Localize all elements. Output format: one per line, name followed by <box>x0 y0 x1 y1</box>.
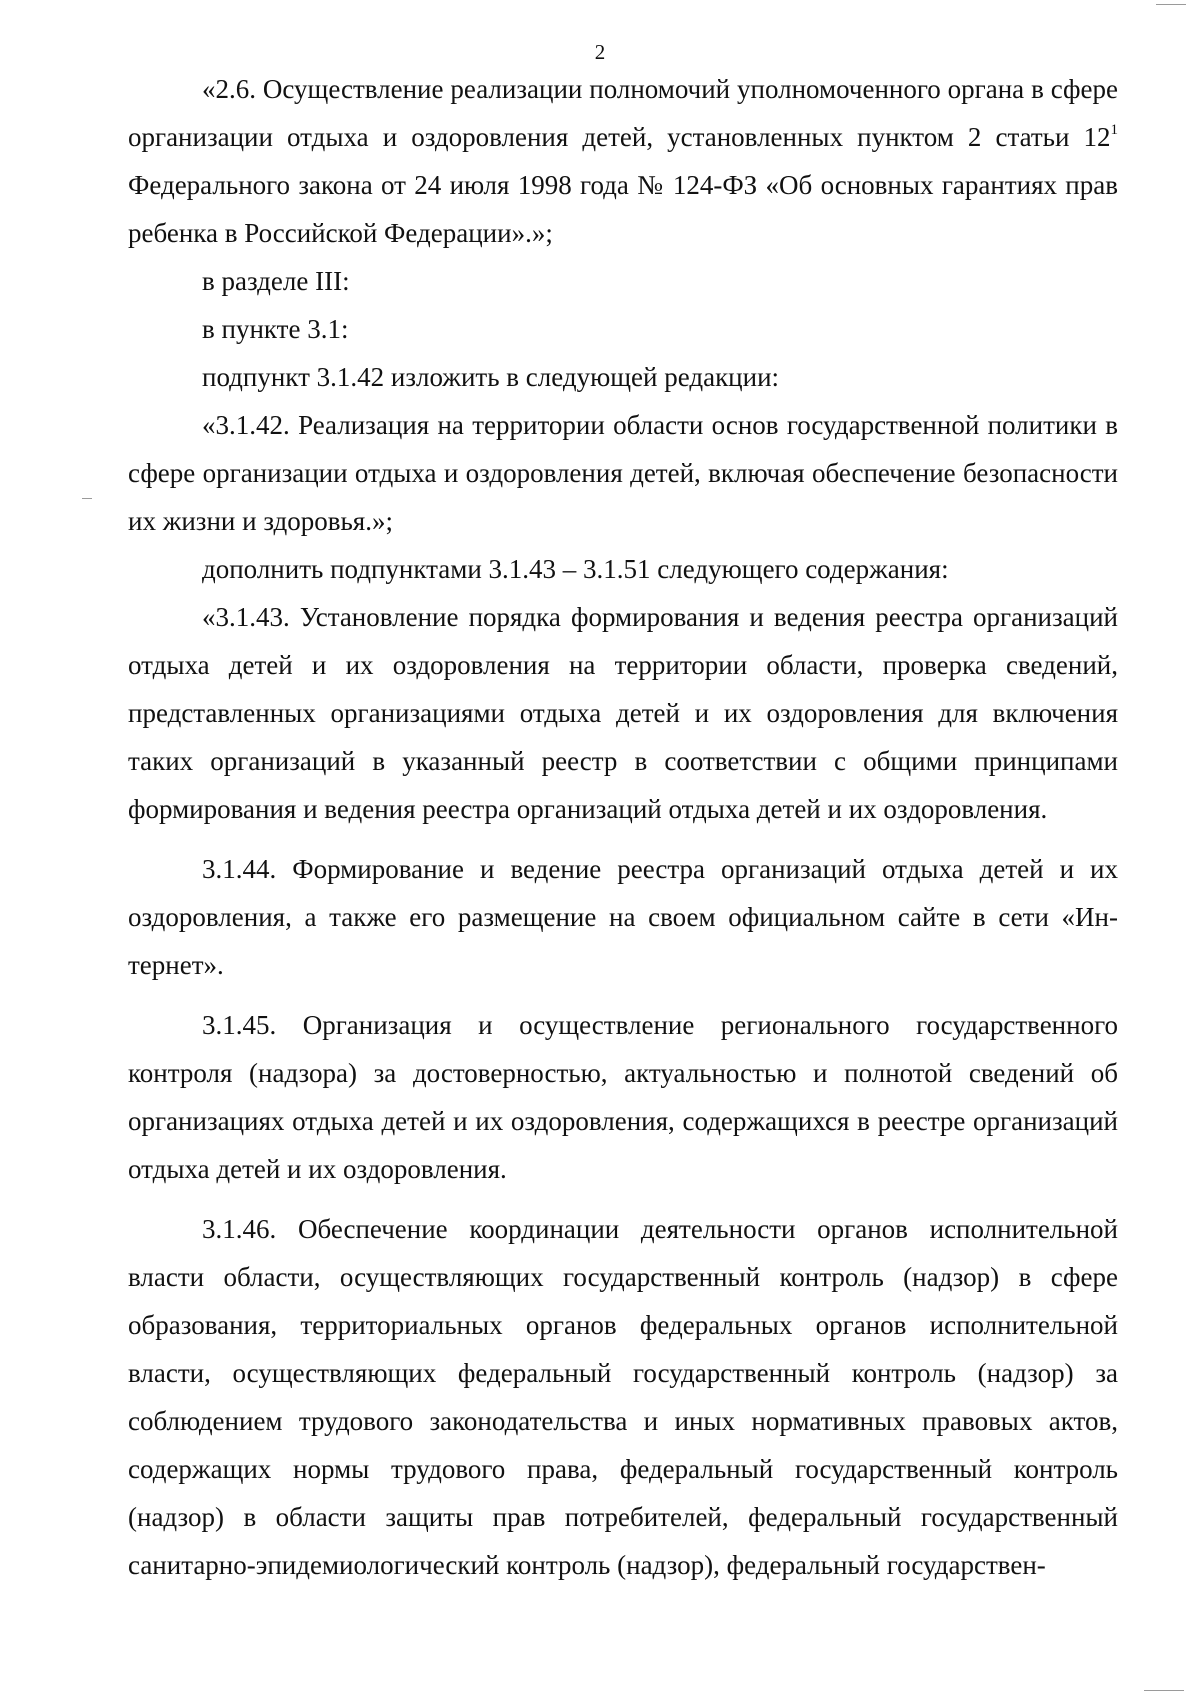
paragraph-2-6-text-start: «2.6. Осуществление реализации полномочий уполномоченного органа в сфере организации отдыха и оздоровления детей, установленных пунктом 2 статьи 12 <box>128 74 1118 152</box>
paragraph-intro-additions: дополнить подпунктами 3.1.43 – 3.1.51 следующего содержания: <box>202 554 949 584</box>
paragraph-2-6-text-end: Федерального закона от 24 июля 1998 года № 124-ФЗ «Об основных гарантиях прав ребенка в Российской Федерации».»; <box>128 170 1118 248</box>
scan-artifact-top-right <box>1156 4 1186 5</box>
paragraph-2-6 <box>128 65 1118 257</box>
paragraph-3-1-45: 3.1.45. Организация и осуществление регионального государственного контроля (надзора) за достоверностью, актуальностью и полнотой сведений об организациях отдыха детей и их оздоровления, содержащихся в реестре организаций отдыха детей и их оздоровления. <box>128 1010 1118 1184</box>
document-body <box>128 65 1118 1589</box>
paragraph-3-1-44: 3.1.44. Формирование и ведение реестра организаций отдыха детей и их оздоровления, а также его размещение на своем официальном сайте в сети «Интернет». <box>128 854 1118 980</box>
paragraph-section-3: в разделе III: <box>202 266 350 296</box>
paragraph-3-1-42: «3.1.42. Реализация на территории области основ государственной политики в сфере организации отдыха и оздоровления детей, включая обеспечение безопасности их жизни и здоровья.»; <box>128 410 1118 536</box>
paragraph-3-1-46: 3.1.46. Обеспечение координации деятельности органов исполнительной власти области, осуществляющих государственный контроль (надзор) в сфере образования, территориальных органов федеральных органов исполнительной власти, осуществляющих федеральный государственный контроль (надзор) за соблюдением трудового законодательства и иных нормативных правовых актов, содержащих нормы трудового права, федеральный государственный контроль (надзор) в области защиты прав потребителей, федеральный государственный санитарно-эпидемиологический контроль (надзор), федеральный государствен- <box>128 1214 1118 1580</box>
page-number: 2 <box>594 40 606 64</box>
paragraph-intro-3-1-42: подпункт 3.1.42 изложить в следующей редакции: <box>202 362 780 392</box>
superscript-1: 1 <box>1110 122 1118 138</box>
paragraph-point-3-1: в пункте 3.1: <box>202 314 349 344</box>
paragraph-3-1-43: «3.1.43. Установление порядка формирования и ведения реестра организаций отдыха детей и их оздоровления на территории области, проверка сведений, представленных организациями отдыха детей и их оздоровления для включения таких организаций в указанный реестр в соответствии с общими принципами формирования и ведения реестра организаций отдыха детей и их оздоровления. <box>128 602 1118 824</box>
scan-artifact-left <box>82 498 92 499</box>
scan-artifact-bottom-right <box>1144 1690 1184 1691</box>
